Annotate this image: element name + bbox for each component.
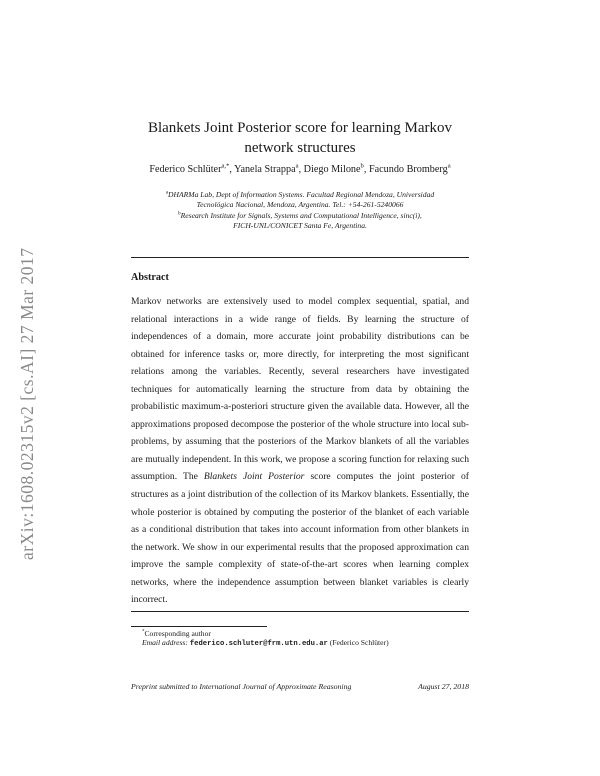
footnote-mark: * bbox=[142, 629, 145, 635]
abstract-body bbox=[131, 293, 469, 609]
title-line-1: Blankets Joint Posterior score for learning Markov bbox=[147, 120, 453, 136]
email-label: Email address: bbox=[142, 638, 188, 647]
author-name: Yanela Strappa bbox=[234, 164, 296, 175]
author-name: Diego Milone bbox=[303, 164, 361, 175]
affiliation-text: FICH-UNL/CONICET Santa Fe, Argentina. bbox=[233, 221, 367, 230]
abstract-bottom-rule bbox=[131, 611, 469, 612]
abstract-italic-term: Blankets Joint Posterior bbox=[203, 471, 305, 483]
affiliation-a bbox=[120, 190, 480, 210]
title-line-2: network structures bbox=[244, 140, 356, 156]
author-mark: a,* bbox=[221, 162, 230, 170]
author-name: Facundo Bromberg bbox=[368, 164, 448, 175]
email-link[interactable]: federico.schluter@frm.utn.edu.ar bbox=[189, 640, 328, 648]
abstract-heading: Abstract bbox=[131, 272, 169, 283]
author-mark: a bbox=[295, 162, 299, 170]
affiliation-b bbox=[120, 211, 480, 231]
author-list: Federico Schlüter$^{a,*}$, Yanela Strappa$^a$, Diego Milone$^b$, Facundo Bromberg$^a$ bbox=[149, 162, 451, 175]
arxiv-stamp: arXiv:1608.02315v2 [cs.AI] 27 Mar 2017 bbox=[17, 247, 37, 560]
paper-title bbox=[100, 118, 500, 158]
footnote-email bbox=[142, 638, 389, 649]
email-owner: (Federico Schlüter) bbox=[329, 638, 389, 647]
affiliation-text: Research Institute for Signals, Systems and Computational Intelligence, sinc(i), bbox=[180, 211, 422, 220]
affiliation-text: DHARMa Lab, Dept of Information Systems. Facultad Regional Mendoza, Universidad bbox=[168, 190, 435, 199]
affiliation-mark: b bbox=[178, 211, 181, 217]
footnote-rule bbox=[131, 626, 267, 627]
author-name: Federico Schlüter bbox=[149, 164, 222, 175]
footnote-text: Corresponding author bbox=[144, 629, 211, 638]
author-mark: b bbox=[360, 162, 364, 170]
page-footer bbox=[131, 682, 469, 691]
abstract-text: Markov networks are extensively used to model complex sequential, spatial, and relational interactions in a wide range of fields. By learning the structure of independences of a domain, more accurate joint probability distributions can be obtained for inference tasks or, more directly, for interpreting the most significant relations among the variables. Recently, several researchers have investigated techniques for automatically learning the structure from data by obtaining the probabilistic maximum-a-posteriori structure given the available data. However, all the approximations proposed decompose the posterior of the whole structure into local sub-problems, by assuming that the posteriors of the Markov blankets of all the variables are mutually independent. In this work, we propose a scoring function for relaxing such assumption. The bbox=[131, 296, 469, 483]
footer-date: August 27, 2018 bbox=[418, 682, 469, 691]
abstract-top-rule bbox=[131, 257, 469, 258]
affiliation-text: Tecnológica Nacional, Mendoza, Argentina. Tel.: +54-261-5240066 bbox=[196, 200, 404, 209]
footer-preprint: Preprint submitted to International Journal of Approximate Reasoning bbox=[131, 682, 352, 691]
author-mark: a bbox=[447, 162, 451, 170]
affiliation-mark: a bbox=[165, 190, 169, 196]
abstract-text: score computes the joint posterior of structures as a joint distribution of the collection of its Markov blankets. Essentially, the whole posterior is obtained by computing the posterior of the blanket of each variable as a conditional distribution that takes into account information from other blankets in the network. We show in our experimental results that the proposed approximation can improve the sample complexity of state-of-the-art scores when learning complex networks, where the independence assumption between blanket variables is clearly incorrect. bbox=[131, 471, 469, 606]
